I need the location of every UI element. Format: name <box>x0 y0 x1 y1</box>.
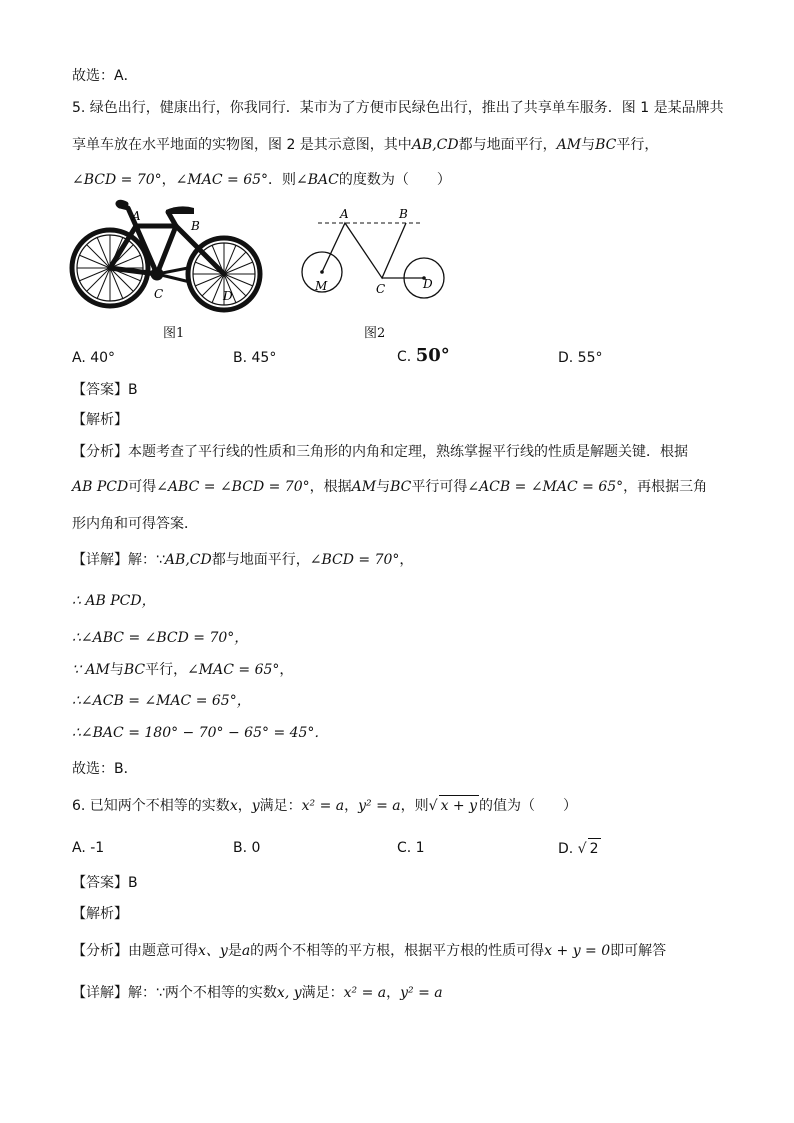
schem-label-c: C <box>376 282 386 296</box>
q5-option-c: C. 50° <box>397 345 450 366</box>
bike-label-b: B <box>191 219 200 233</box>
schem-label-m: M <box>315 279 328 293</box>
q5-jiexi-heading: 【解析】 <box>72 412 128 428</box>
schem-label-b: B <box>399 207 408 221</box>
q6-stem: 6. 已知两个不相等的实数x，y满足：x² = a，y² = a，则√ x + y 的值为（ ） <box>72 795 577 816</box>
schem-label-d: D <box>423 277 433 291</box>
bicycle-chain <box>152 268 190 282</box>
q5-option-a: A. 40° <box>72 350 116 366</box>
q5-stem-line3: ∠BCD = 70°，∠MAC = 65°．则∠BAC的度数为（ ） <box>72 172 451 188</box>
q5-step2: ∴∠ABC = ∠BCD = 70°， <box>72 630 249 646</box>
schematic-figure <box>296 198 456 308</box>
q5-analysis-line1: 【分析】本题考查了平行线的性质和三角形的内角和定理，熟练掌握平行线的性质是解题关键．根据 <box>72 444 688 460</box>
q5-stem-line1: 5. 绿色出行，健康出行，你我同行．某市为了方便市民绿色出行，推出了共享单车服务．图 1 是某品牌共 <box>72 100 724 116</box>
bike-label-d: D <box>223 289 233 303</box>
q5-step3: ∵ AM与BC平行，∠MAC = 65°， <box>72 662 294 678</box>
schem-label-a: A <box>340 207 349 221</box>
q6-option-c: C. 1 <box>397 840 425 856</box>
q6-analysis: 【分析】由题意可得x、y是a的两个不相等的平方根，根据平方根的性质可得x + y = 0即可解答 <box>72 943 667 959</box>
prev-conclusion: 故选：A． <box>72 68 138 84</box>
q6-jiexi-heading: 【解析】 <box>72 906 128 922</box>
q5-stem-line2: 享单车放在水平地面的实物图，图 2 是其示意图，其中AB,CD都与地面平行，AM与BC平行， <box>72 137 659 153</box>
q5-step5: ∴∠BAC = 180° − 70° − 65° = 45°． <box>72 725 329 741</box>
q5-conclusion: 故选：B． <box>72 761 138 777</box>
q5-detail-line1: 【详解】解：∵AB,CD都与地面平行，∠BCD = 70°， <box>72 552 414 568</box>
q5-analysis-line3: 形内角和可得答案． <box>72 516 198 532</box>
q6-option-a: A. -1 <box>72 840 105 856</box>
q5-step4: ∴∠ACB = ∠MAC = 65°， <box>72 693 251 709</box>
q5-option-b: B. 45° <box>233 350 277 366</box>
q5-step1: ∴ AB PCD， <box>72 593 156 609</box>
q6-option-d: D. √ 2 <box>558 838 601 859</box>
bike-label-c: C <box>154 287 164 301</box>
bike-label-a: A <box>132 209 141 223</box>
q5-answer: 【答案】B <box>72 382 138 398</box>
q6-detail: 【详解】解：∵两个不相等的实数x, y满足：x² = a，y² = a <box>72 985 443 1001</box>
frame-lines <box>322 223 406 278</box>
figure2-caption: 图2 <box>364 326 386 341</box>
q5-analysis-line2: AB PCD可得∠ABC = ∠BCD = 70°，根据AM与BC平行可得∠ACB = ∠MAC = 65°，再根据三角 <box>72 479 708 495</box>
q6-answer: 【答案】B <box>72 875 138 891</box>
bicycle-figure <box>68 198 263 314</box>
q5-option-d: D. 55° <box>558 350 603 366</box>
figure1-caption: 图1 <box>163 326 185 341</box>
q6-option-b: B. 0 <box>233 840 261 856</box>
bicycle-seat <box>166 206 194 214</box>
